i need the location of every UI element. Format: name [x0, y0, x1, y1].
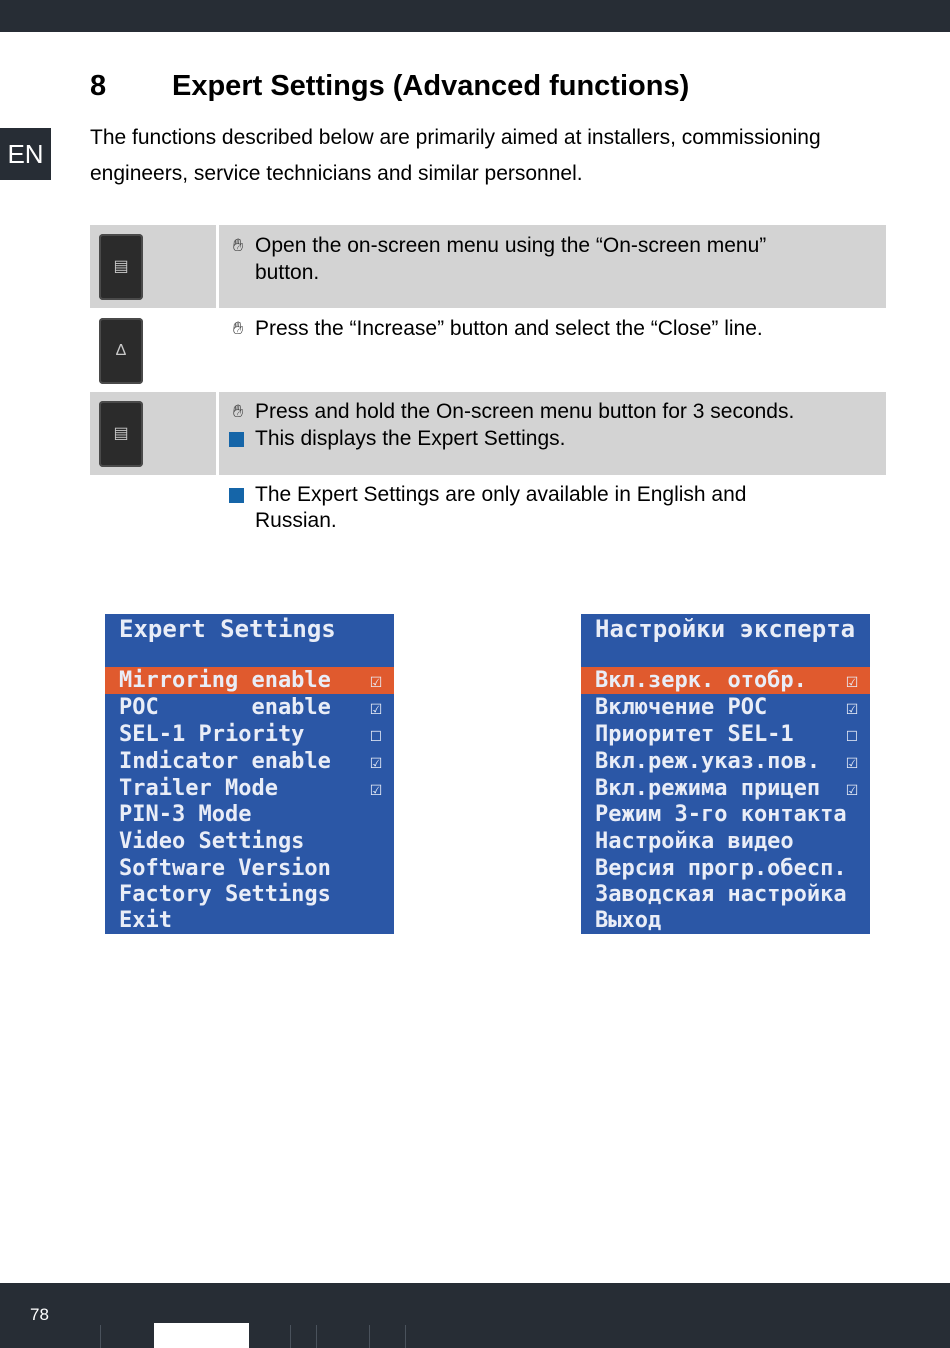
menu-item	[581, 721, 870, 748]
checkbox-icon: ☑	[369, 695, 382, 719]
menu-item-label: Вкл.реж.указ.пов.	[595, 749, 821, 774]
menu-item-label: Приоритет SEL-1	[595, 722, 794, 747]
hand-icon: ✋︎	[232, 235, 244, 255]
section-number: 8	[90, 70, 107, 102]
top-bar	[0, 0, 950, 32]
menu-item	[105, 721, 394, 748]
checkbox-icon: ☐	[845, 722, 858, 746]
checkbox-icon: ☐	[369, 722, 382, 746]
menu-title: Настройки эксперта	[595, 615, 856, 643]
intro-paragraph: The functions described below are primarily aimed at installers, commissioning engineers, service technicians and similar personnel.	[90, 126, 821, 185]
footer-tick	[369, 1325, 370, 1348]
menu-item-label: Заводская настройка	[595, 882, 847, 907]
menu-item	[105, 694, 394, 721]
menu-item	[105, 748, 394, 775]
step-text: button.	[255, 261, 320, 284]
menu-item	[105, 855, 394, 882]
step-text: Open the on-screen menu using the “On-screen menu”	[255, 234, 767, 257]
menu-item	[105, 907, 394, 934]
footer-page-marker	[154, 1323, 249, 1348]
checkbox-icon: ☑	[369, 749, 382, 773]
step-text: This displays the Expert Settings.	[255, 427, 566, 450]
hand-icon: ✋︎	[232, 401, 244, 421]
row-divider	[216, 225, 219, 308]
menu-item	[105, 828, 394, 855]
menu-item	[581, 775, 870, 802]
menu-item	[581, 694, 870, 721]
increase-button-icon: Δ	[99, 318, 143, 384]
hand-icon: ✋︎	[232, 318, 244, 338]
menu-item	[105, 775, 394, 802]
footer-bar	[0, 1283, 950, 1348]
menu-item	[581, 828, 870, 855]
menu-item-label: Factory Settings	[119, 882, 331, 907]
step-row-3	[90, 392, 886, 475]
square-bullet-icon	[229, 432, 244, 447]
menu-title: Expert Settings	[119, 615, 336, 643]
row-divider	[216, 392, 219, 475]
expert-menu-english	[105, 614, 394, 934]
checkbox-icon: ☑	[845, 695, 858, 719]
menu-item-label: Настройка видео	[595, 829, 794, 854]
checkbox-icon: ☑	[845, 749, 858, 773]
menu-item	[105, 801, 394, 828]
step-text: Press and hold the On-screen menu button for 3 seconds.	[255, 400, 795, 423]
step-row-2	[90, 309, 886, 392]
menu-item-label: Indicator enable	[119, 749, 331, 774]
square-bullet-icon	[229, 488, 244, 503]
menu-item	[581, 855, 870, 882]
footer-tick	[405, 1325, 406, 1348]
menu-button-icon: ▤	[99, 234, 143, 300]
checkbox-icon: ☑	[369, 668, 382, 692]
menu-item	[581, 801, 870, 828]
menu-item-label: Exit	[119, 908, 172, 933]
footer-tick	[316, 1325, 317, 1348]
menu-item	[581, 881, 870, 908]
menu-item-label: Включение POC	[595, 695, 768, 720]
language-tab: EN	[0, 128, 51, 180]
menu-item-label: Версия прогр.обесп.	[595, 856, 847, 881]
section-title: Expert Settings (Advanced functions)	[172, 70, 690, 102]
menu-item-label: Вкл.режима прицеп	[595, 776, 821, 801]
menu-item	[581, 907, 870, 934]
checkbox-icon: ☑	[369, 776, 382, 800]
step-text: Russian.	[255, 509, 337, 532]
menu-item-label: Mirroring enable	[119, 668, 331, 693]
expert-menu-russian	[581, 614, 870, 934]
menu-item-label: Trailer Mode	[119, 776, 278, 801]
footer-tick	[100, 1325, 101, 1348]
menu-item	[581, 667, 870, 694]
menu-button-icon: ▤	[99, 401, 143, 467]
menu-item	[105, 667, 394, 694]
menu-item-label: POC enable	[119, 695, 331, 720]
checkbox-icon: ☑	[845, 668, 858, 692]
step-row-4	[90, 475, 886, 558]
menu-item	[581, 748, 870, 775]
menu-item-label: Выход	[595, 908, 662, 933]
menu-item-label: Режим 3-го контакта	[595, 802, 847, 827]
menu-item-label: SEL-1 Priority	[119, 722, 305, 747]
step-text: Press the “Increase” button and select the “Close” line.	[255, 317, 763, 340]
page-number: 78	[30, 1305, 49, 1324]
menu-item-label: PIN-3 Mode	[119, 802, 252, 827]
menu-item-label: Video Settings	[119, 829, 305, 854]
menu-item-label: Вкл.зерк. отобр.	[595, 668, 807, 693]
step-row-1	[90, 225, 886, 308]
menu-item-label: Software Version	[119, 856, 331, 881]
step-text: The Expert Settings are only available in English and	[255, 483, 747, 506]
checkbox-icon: ☑	[845, 776, 858, 800]
footer-tick	[290, 1325, 291, 1348]
menu-item	[105, 881, 394, 908]
